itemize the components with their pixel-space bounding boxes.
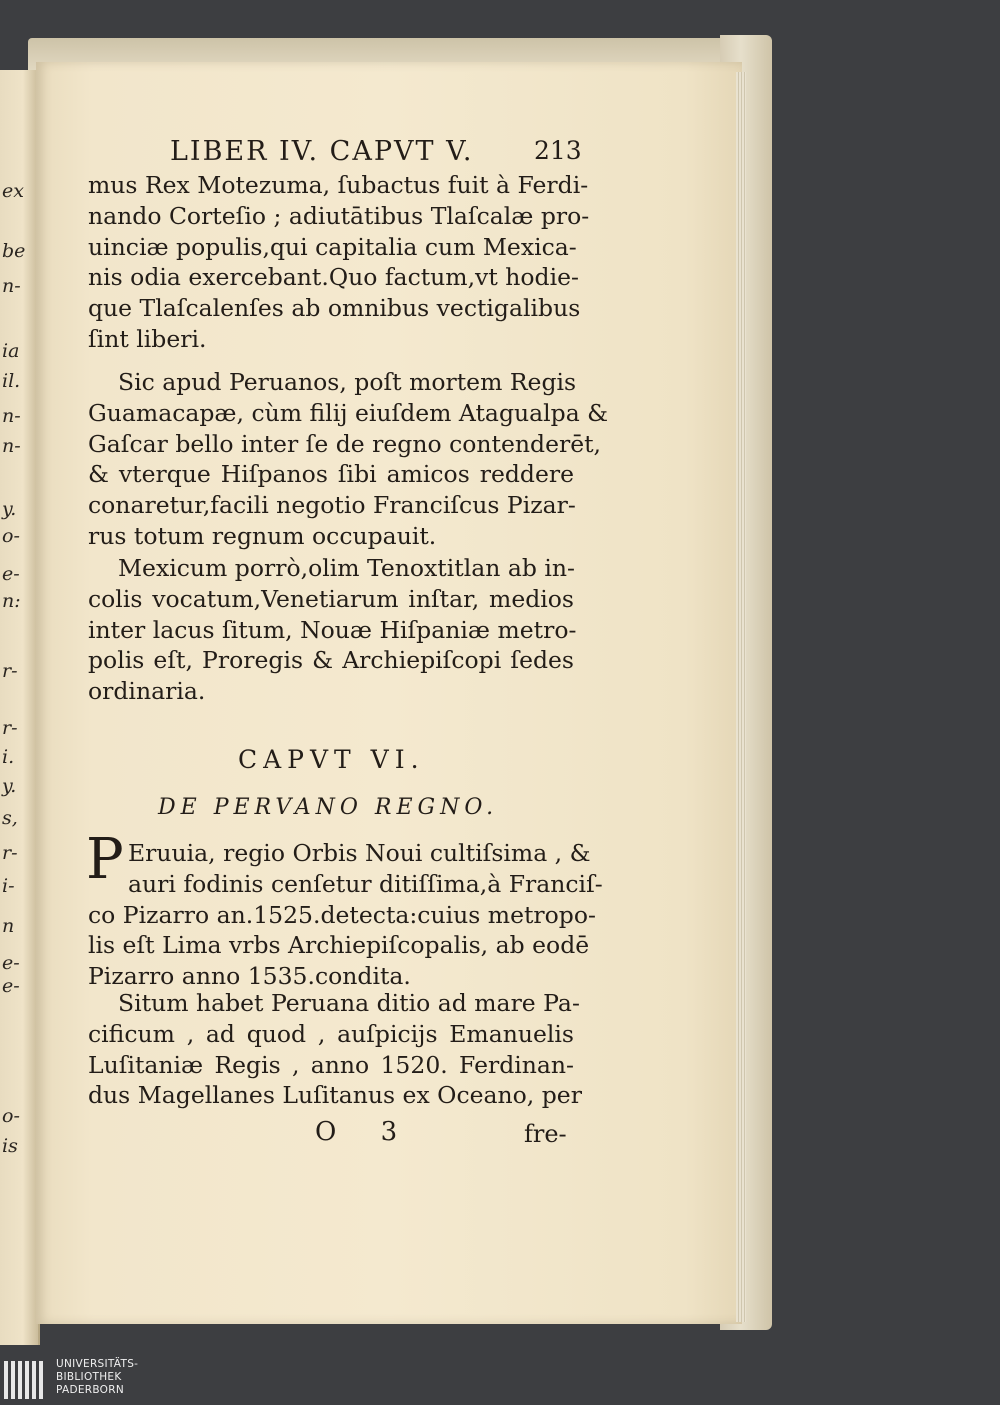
text-line: colis vocatum,Venetiarum inſtar, medios (88, 584, 574, 613)
text-line: Pizarro anno 1535.condita. (88, 962, 411, 991)
text-line: co Pizarro an.1525.detecta:cuius metropo- (88, 900, 596, 929)
previous-page-sliver (0, 70, 40, 1345)
text-line: conaretur,facili negotio Franciſcus Pizar- (88, 491, 576, 520)
left-page-fragment: n- (2, 405, 21, 427)
running-header (170, 136, 580, 172)
left-page-fragment: n: (2, 590, 21, 612)
text-line: Gaſcar bello inter ſe de regno contenderēt, (88, 429, 602, 458)
left-page-fragment: i. (2, 746, 15, 768)
left-page-fragment: r- (2, 842, 18, 864)
left-page-fragment: e- (2, 563, 20, 585)
text-line: Mexicum porrò,olim Tenoxtitlan ab in- (118, 554, 575, 582)
logo-line: PADERBORN (56, 1384, 124, 1396)
left-page-fragment: is (2, 1135, 18, 1157)
left-page-fragment: o- (2, 1105, 20, 1127)
text-line: ſint liberi. (88, 325, 207, 353)
logo-line: UNIVERSITÄTS- (56, 1358, 139, 1370)
page-edges (736, 72, 746, 1322)
left-page-fragment: e- (2, 952, 20, 974)
text-line: Sic apud Peruanos, poſt mortem Regis (118, 368, 577, 396)
left-page-fragment: y. (2, 498, 17, 520)
chapter-subtitle: DE PERVANO REGNO. (158, 795, 499, 820)
text-line: Luſitaniæ Regis , anno 1520. Ferdinan- (88, 1050, 574, 1079)
left-page-fragment: n- (2, 435, 21, 457)
text-line: Eruuia, regio Orbis Noui cultiſsima , & (128, 839, 591, 867)
catchword: fre- (524, 1120, 567, 1148)
left-page-fragment: n (2, 915, 15, 937)
left-page-fragment: o- (2, 525, 20, 547)
text-line: nando Corteſio ; adiutātibus Tlaſcalæ pro- (88, 201, 590, 230)
page-number: 213 (534, 136, 582, 165)
text-line: uinciæ populis,qui capitalia cum Mexica- (88, 232, 577, 261)
text-line: & vterque Hiſpanos ſibi amicos reddere (88, 460, 574, 489)
running-title: LIBER IV. CAPVT V. (170, 136, 474, 167)
text-line: Situm habet Peruana ditio ad mare Pa- (118, 989, 580, 1017)
left-page-fragment: be (2, 240, 26, 262)
text-line: inter lacus ſitum, Nouæ Hiſpaniæ metro- (88, 615, 577, 644)
text-line: dus Magellanes Luſitanus ex Oceano, per (88, 1081, 582, 1110)
left-page-fragment: ex (2, 180, 24, 202)
text-line: cificum , ad quod , auſpicijs Emanuelis (88, 1019, 574, 1048)
left-page-fragment: n- (2, 275, 21, 297)
text-line: mus Rex Motezuma, ſubactus fuit à Ferdi- (88, 171, 589, 199)
signature-mark: O 3 (315, 1117, 416, 1147)
chapter-title: CAPVT VI. (238, 745, 425, 774)
text-line: auri fodinis cenſetur ditiſſima,à Franciſ- (128, 869, 603, 898)
drop-capital: P (86, 827, 124, 892)
left-page-fragment: i- (2, 875, 15, 897)
library-logo-text (56, 1358, 138, 1397)
left-page-fragment: il. (2, 370, 21, 392)
left-page-fragment: e- (2, 975, 20, 997)
left-page-fragment: y. (2, 775, 17, 797)
text-line: rus totum regnum occupauit. (88, 522, 437, 550)
library-logo-icon (4, 1361, 48, 1399)
logo-line: BIBLIOTHEK (56, 1371, 122, 1383)
left-page-fragment: r- (2, 717, 18, 739)
left-page-fragment: ia (2, 340, 20, 362)
text-line: lis eſt Lima vrbs Archiepiſcopalis, ab eodē (88, 931, 590, 960)
text-line: polis eſt, Proregis & Archiepiſcopi ſedes (88, 646, 574, 675)
left-page-fragment: s, (2, 807, 18, 829)
library-footer (0, 1355, 1000, 1405)
text-line: nis odia exercebant.Quo factum,vt hodie- (88, 263, 579, 292)
text-line: que Tlaſcalenſes ab omnibus vectigalibus (88, 294, 581, 323)
left-page-fragment: r- (2, 660, 18, 682)
text-line: Guamacapæ, cùm filij eiuſdem Atagualpa & (88, 398, 609, 427)
text-line: ordinaria. (88, 677, 206, 706)
